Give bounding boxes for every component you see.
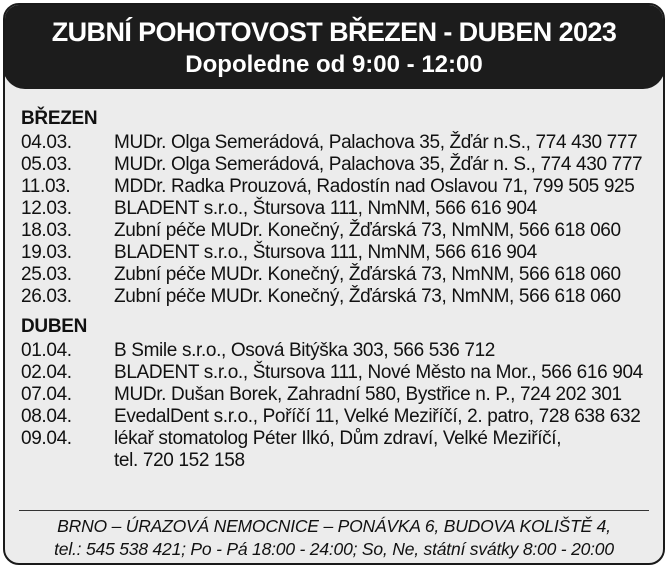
entry-text: BLADENT s.r.o., Štursova 111, Nové Město na Mor., 566 616 904 xyxy=(114,362,643,383)
entry-phone: tel. 720 152 158 xyxy=(114,450,245,471)
schedule-entry xyxy=(21,176,661,198)
schedule-entry xyxy=(21,132,661,154)
entry-date: 02.04. xyxy=(21,362,72,383)
schedule-entry xyxy=(21,220,661,242)
schedule-entry xyxy=(21,198,661,220)
schedule-entry xyxy=(21,362,661,384)
entry-text: MUDr. Dušan Borek, Zahradní 580, Bystřice n. P., 724 202 301 xyxy=(114,384,622,405)
emergency-dental-notice xyxy=(3,3,665,565)
footer-hours: tel.: 545 538 421; Po - Pá 18:00 - 24:00; So, Ne, státní svátky 8:00 - 20:00 xyxy=(54,539,614,559)
entry-date: 11.03. xyxy=(21,176,71,197)
entry-text: Zubní péče MUDr. Konečný, Žďárská 73, NmNM, 566 618 060 xyxy=(114,264,621,285)
entry-date: 26.03. xyxy=(21,286,72,307)
entry-date: 05.03. xyxy=(21,154,72,175)
month-heading-brezen: BŘEZEN xyxy=(21,108,98,129)
schedule-entry-continuation xyxy=(21,450,661,472)
entry-date: 09.04. xyxy=(21,428,72,449)
entry-text: MUDr. Olga Semerádová, Palachova 35, Žďár n.S., 774 430 777 xyxy=(114,132,638,153)
schedule-entry xyxy=(21,428,661,450)
entry-text: BLADENT s.r.o., Štursova 111, NmNM, 566 616 904 xyxy=(114,198,537,219)
entry-date: 19.03. xyxy=(21,242,72,263)
schedule-list xyxy=(21,108,661,472)
entry-date: 08.04. xyxy=(21,406,72,427)
schedule-entry xyxy=(21,406,661,428)
schedule-entry xyxy=(21,340,661,362)
schedule-entry xyxy=(21,384,661,406)
entry-text: B Smile s.r.o., Osová Bitýška 303, 566 536 712 xyxy=(114,340,496,361)
entry-text: EvedalDent s.r.o., Poříčí 11, Velké Meziříčí, 2. patro, 728 638 632 xyxy=(114,406,641,427)
schedule-entry xyxy=(21,264,661,286)
entry-text: Zubní péče MUDr. Konečný, Žďárská 73, NmNM, 566 618 060 xyxy=(114,286,621,307)
entry-date: 07.04. xyxy=(21,384,72,405)
month-heading-duben: DUBEN xyxy=(21,316,88,337)
footer-address: BRNO – ÚRAZOVÁ NEMOCNICE – PONÁVKA 6, BUDOVA KOLIŠTĚ 4, xyxy=(57,516,611,536)
entry-text: MDDr. Radka Prouzová, Radostín nad Oslavou 71, 799 505 925 xyxy=(114,176,635,197)
entry-date: 18.03. xyxy=(21,220,72,241)
footer-divider xyxy=(19,510,649,511)
entry-text: MUDr. Olga Semerádová, Palachova 35, Žďár n. S., 774 430 777 xyxy=(114,154,643,175)
notice-title: ZUBNÍ POHOTOVOST BŘEZEN - DUBEN 2023 xyxy=(51,17,617,47)
entry-date: 12.03. xyxy=(21,198,72,219)
schedule-entry xyxy=(21,154,661,176)
footer-info xyxy=(5,515,663,561)
header-banner xyxy=(3,3,665,89)
schedule-entry xyxy=(21,286,661,308)
notice-subtitle: Dopoledne od 9:00 - 12:00 xyxy=(185,51,483,78)
entry-date: 25.03. xyxy=(21,264,72,285)
schedule-entry xyxy=(21,242,661,264)
entry-date: 01.04. xyxy=(21,340,72,361)
entry-text: Zubní péče MUDr. Konečný, Žďárská 73, NmNM, 566 618 060 xyxy=(114,220,621,241)
entry-text: BLADENT s.r.o., Štursova 111, NmNM, 566 616 904 xyxy=(114,242,537,263)
entry-date: 04.03. xyxy=(21,132,72,153)
entry-text: lékař stomatolog Péter Ilkó, Dům zdraví, Velké Meziříčí, xyxy=(114,428,562,449)
